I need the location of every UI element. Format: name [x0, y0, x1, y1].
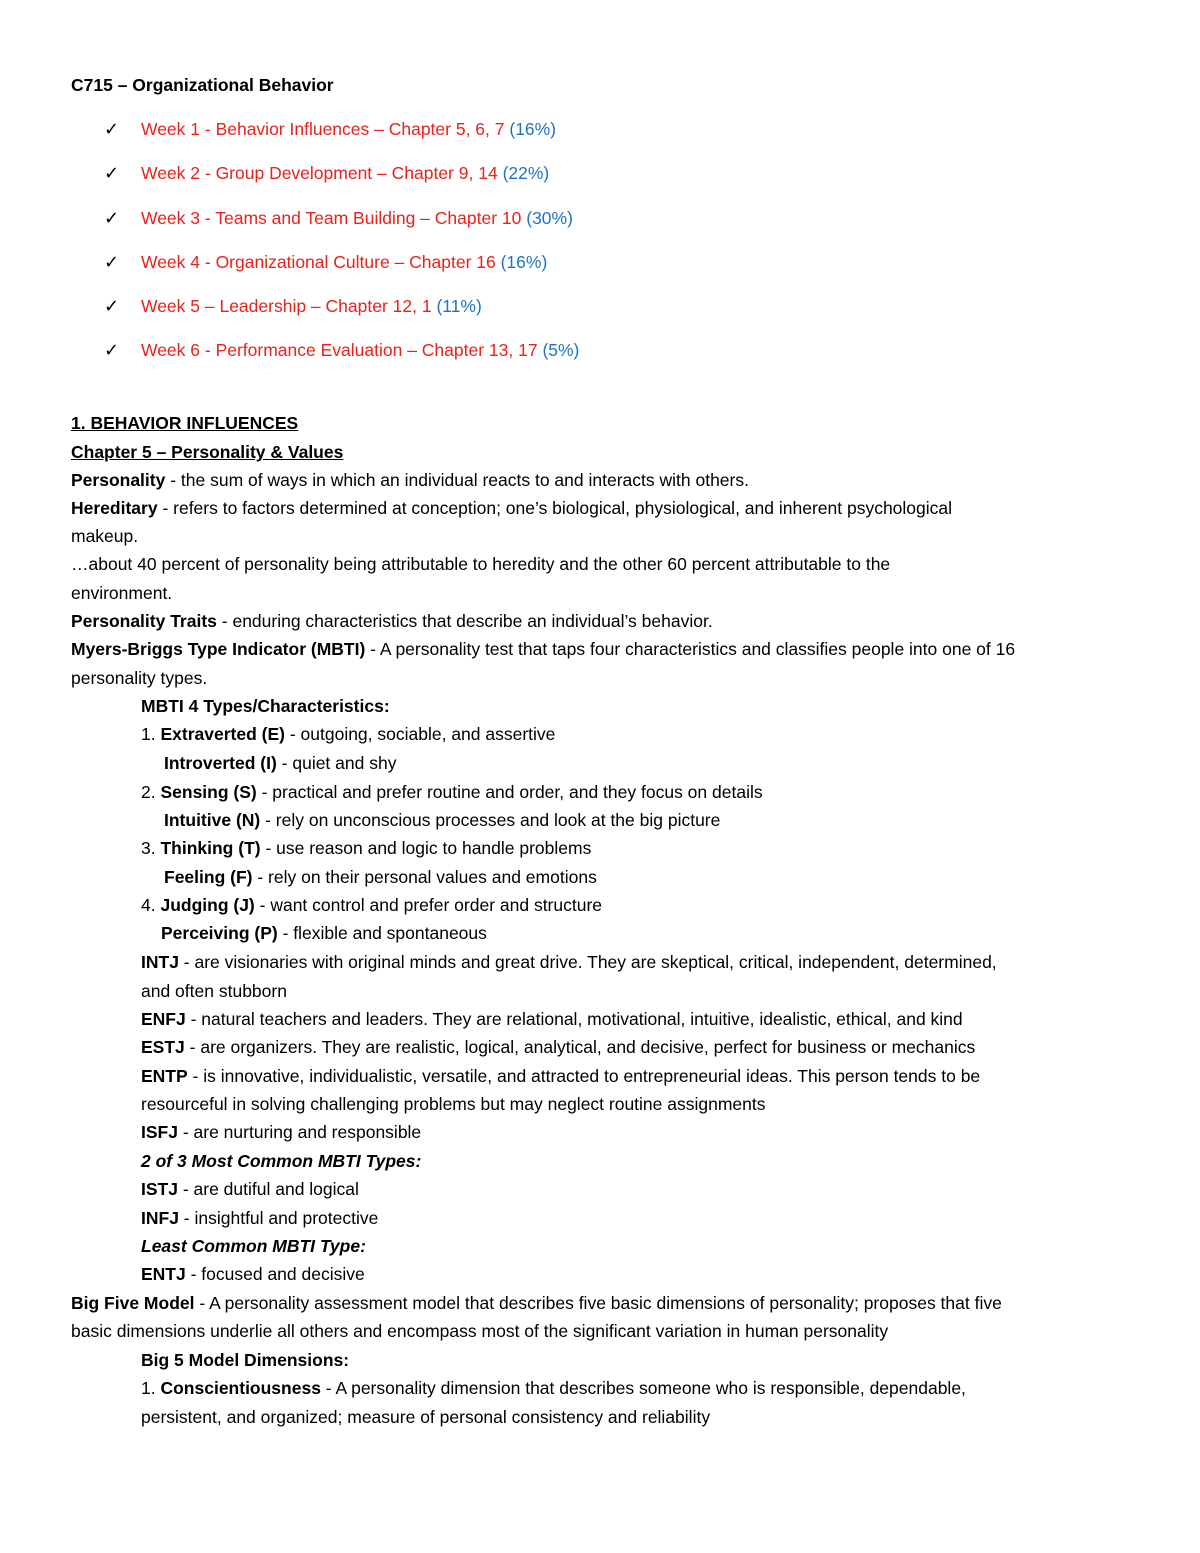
week-item	[141, 339, 579, 361]
definition-text: - are nurturing and responsible	[177, 1122, 422, 1142]
week-item	[141, 251, 547, 273]
definition-text: - are visionaries with original minds and great drive. They are skeptical, critical, independent, determined,	[178, 952, 997, 972]
term: ENTJ	[141, 1264, 186, 1284]
big5-item	[141, 1377, 966, 1399]
term: Hereditary	[71, 498, 158, 518]
week-label: Week 5 – Leadership – Chapter 12, 1	[141, 296, 432, 316]
term: Intuitive (N)	[164, 810, 261, 830]
term: Conscientiousness	[160, 1378, 321, 1398]
definition-text: - rely on their personal values and emotions	[252, 867, 597, 887]
week-item	[141, 162, 549, 184]
week-percent: (30%)	[526, 208, 573, 228]
week-item	[141, 207, 573, 229]
week-label: Week 1 - Behavior Influences – Chapter 5, 6, 7	[141, 119, 505, 139]
definition-text: - outgoing, sociable, and assertive	[284, 724, 556, 744]
term: Perceiving (P)	[161, 923, 278, 943]
definition-continuation: personality types.	[71, 668, 208, 688]
mbti-item	[164, 752, 396, 774]
term: Sensing (S)	[160, 782, 257, 802]
term: Big Five Model	[71, 1293, 195, 1313]
definition-text: - quiet and shy	[276, 753, 397, 773]
term: Personality	[71, 470, 166, 490]
definition-continuation: makeup.	[71, 526, 139, 546]
definition-text: - A personality dimension that describes someone who is responsible, dependable,	[320, 1378, 966, 1398]
item-number: 1.	[141, 724, 161, 744]
term: Feeling (F)	[164, 867, 253, 887]
definition-big-five	[71, 1292, 1002, 1314]
type-intj	[141, 951, 997, 973]
item-number: 4.	[141, 895, 161, 915]
definition-hereditary	[71, 497, 952, 519]
definition-continuation: basic dimensions underlie all others and encompass most of the significant variation in human personality	[71, 1321, 889, 1341]
definition-text: - refers to factors determined at conception; one’s biological, physiological, and inherent psychological	[157, 498, 953, 518]
term: Personality Traits	[71, 611, 217, 631]
week-percent: (16%)	[509, 119, 557, 139]
type-entp	[141, 1065, 980, 1087]
type-isfj	[141, 1121, 421, 1143]
week-item	[141, 295, 482, 317]
definition-continuation: resourceful in solving challenging problems but may neglect routine assignments	[141, 1094, 766, 1114]
checkmark-icon: ✓	[104, 119, 120, 139]
definition-continuation: persistent, and organized; measure of personal consistency and reliability	[141, 1407, 711, 1427]
type-istj	[141, 1178, 359, 1200]
definition-text: - focused and decisive	[185, 1264, 365, 1284]
subheading-least-common: Least Common MBTI Type:	[141, 1236, 366, 1256]
definition-text: - rely on unconscious processes and look at the big picture	[260, 810, 721, 830]
term: INFJ	[141, 1208, 179, 1228]
definition-text: - the sum of ways in which an individual reacts to and interacts with others.	[165, 470, 749, 490]
definition-text: - is innovative, individualistic, versatile, and attracted to entrepreneurial ideas. This person tends to be	[187, 1066, 981, 1086]
item-number: 3.	[141, 838, 161, 858]
type-infj	[141, 1207, 378, 1229]
term: ISTJ	[141, 1179, 178, 1199]
term: ESTJ	[141, 1037, 185, 1057]
mbti-item	[141, 837, 591, 859]
definition-text: - use reason and logic to handle problems	[260, 838, 592, 858]
checkmark-icon: ✓	[104, 252, 120, 272]
subheading-mbti-types: MBTI 4 Types/Characteristics:	[141, 696, 390, 716]
definition-continuation: and often stubborn	[141, 981, 287, 1001]
definition-mbti	[71, 638, 1015, 660]
item-number: 2.	[141, 782, 161, 802]
week-label: Week 2 - Group Development – Chapter 9, 14	[141, 163, 498, 183]
type-estj	[141, 1036, 975, 1058]
checkmark-icon: ✓	[104, 208, 120, 228]
subheading-big5: Big 5 Model Dimensions:	[141, 1350, 350, 1370]
week-percent: (5%)	[542, 340, 580, 360]
week-percent: (11%)	[436, 296, 482, 316]
chapter-heading: Chapter 5 – Personality & Values	[71, 442, 344, 462]
week-item	[141, 118, 556, 140]
definition-text: - A personality assessment model that describes five basic dimensions of personality; proposes that five	[194, 1293, 1002, 1313]
mbti-item	[141, 781, 763, 803]
checkmark-icon: ✓	[104, 163, 120, 183]
paragraph-line: environment.	[71, 583, 173, 603]
term: Judging (J)	[160, 895, 255, 915]
definition-personality	[71, 469, 749, 491]
term: Introverted (I)	[164, 753, 277, 773]
subheading-common-types: 2 of 3 Most Common MBTI Types:	[141, 1151, 422, 1171]
term: Thinking (T)	[160, 838, 261, 858]
week-percent: (22%)	[502, 163, 550, 183]
mbti-item	[161, 922, 487, 944]
type-enfj	[141, 1008, 963, 1030]
mbti-item	[164, 809, 720, 831]
document-title: C715 – Organizational Behavior	[71, 75, 334, 95]
definition-text: - natural teachers and leaders. They are relational, motivational, intuitive, idealistic, ethical, and kind	[185, 1009, 963, 1029]
week-percent: (16%)	[500, 252, 548, 272]
section-heading: 1. BEHAVIOR INFLUENCES	[71, 413, 299, 433]
term: ISFJ	[141, 1122, 178, 1142]
definition-traits	[71, 610, 713, 632]
definition-text: - insightful and protective	[178, 1208, 379, 1228]
mbti-item	[141, 894, 602, 916]
term: INTJ	[141, 952, 179, 972]
term: ENTP	[141, 1066, 188, 1086]
week-label: Week 3 - Teams and Team Building – Chapter 10	[141, 208, 522, 228]
definition-text: - flexible and spontaneous	[277, 923, 487, 943]
item-number: 1.	[141, 1378, 161, 1398]
term: Extraverted (E)	[160, 724, 285, 744]
term: ENFJ	[141, 1009, 186, 1029]
definition-text: - A personality test that taps four characteristics and classifies people into one of 16	[365, 639, 1016, 659]
paragraph-line: …about 40 percent of personality being attributable to heredity and the other 60 percent attributable to the	[71, 554, 891, 574]
type-entj	[141, 1263, 365, 1285]
week-label: Week 6 - Performance Evaluation – Chapter 13, 17	[141, 340, 538, 360]
checkmark-icon: ✓	[104, 296, 120, 316]
checkmark-icon: ✓	[104, 340, 120, 360]
definition-text: - are dutiful and logical	[177, 1179, 359, 1199]
term: Myers-Briggs Type Indicator (MBTI)	[71, 639, 366, 659]
definition-text: - want control and prefer order and structure	[254, 895, 603, 915]
definition-text: - are organizers. They are realistic, logical, analytical, and decisive, perfect for business or mechanics	[184, 1037, 976, 1057]
week-label: Week 4 - Organizational Culture – Chapter 16	[141, 252, 496, 272]
definition-text: - practical and prefer routine and order, and they focus on details	[256, 782, 763, 802]
definition-text: - enduring characteristics that describe an individual’s behavior.	[216, 611, 713, 631]
mbti-item	[141, 723, 555, 745]
mbti-item	[164, 866, 597, 888]
